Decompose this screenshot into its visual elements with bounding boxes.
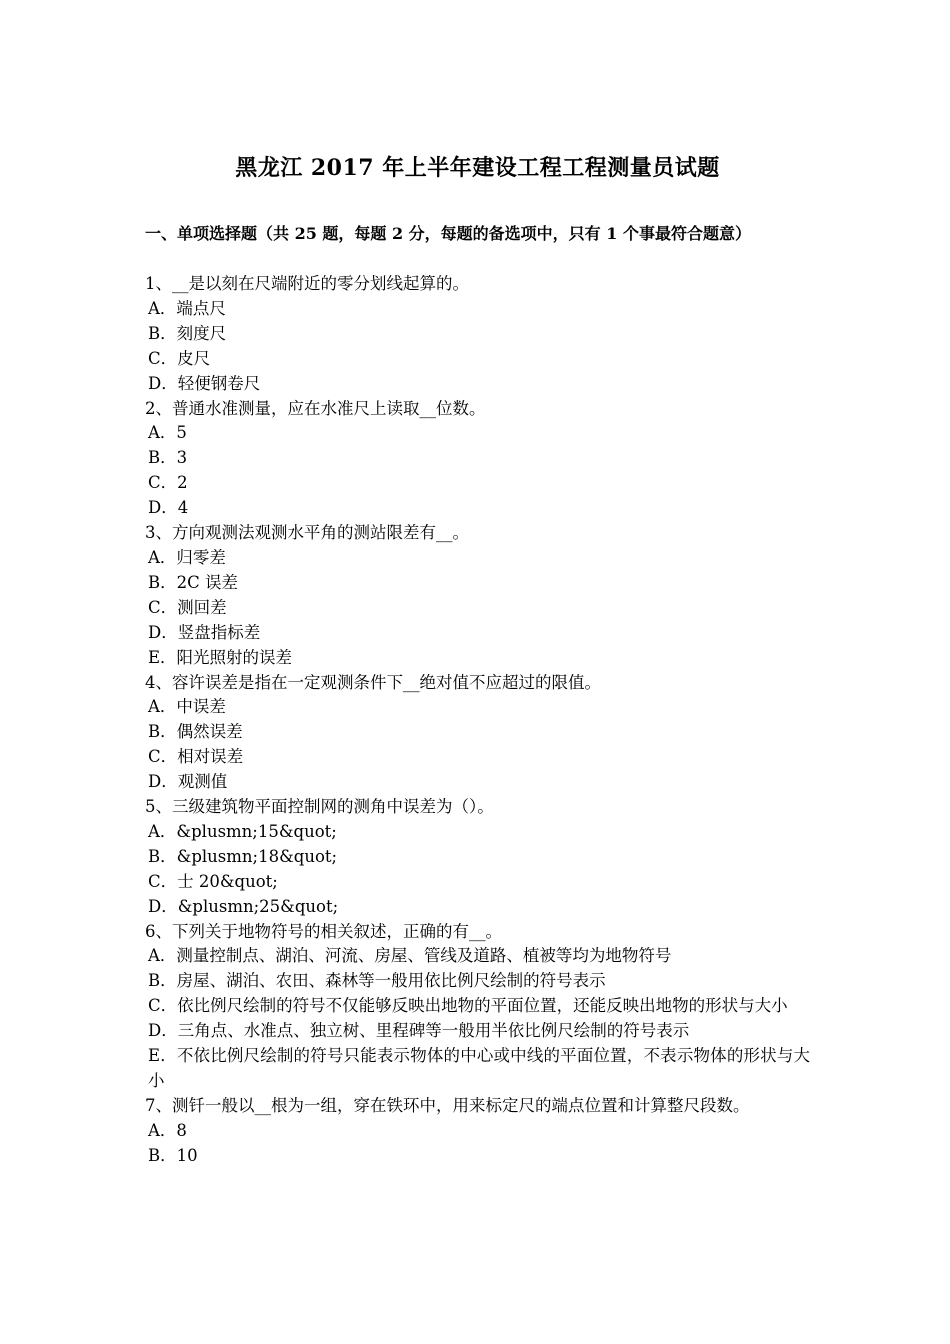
answer-option: E．阳光照射的误差 xyxy=(148,647,293,667)
answer-option: A．归零差 xyxy=(148,547,226,567)
answer-option: A．5 xyxy=(148,423,187,443)
answer-option: D．4 xyxy=(148,498,189,518)
question-stem: 6、下列关于地物符号的相关叙述，正确的有__。 xyxy=(145,921,502,941)
answer-option: D．观测值 xyxy=(148,772,228,792)
question-stem: 7、测钎一般以__根为一组，穿在铁环中，用来标定尺的端点位置和计算整尺段数。 xyxy=(145,1095,750,1115)
answer-option: C．士 20&quot; xyxy=(148,871,278,891)
answer-option: B．3 xyxy=(148,448,188,468)
answer-option: C．2 xyxy=(148,473,188,493)
answer-option: C．依比例尺绘制的符号不仅能够反映出地物的平面位置，还能反映出地物的形状与大小 xyxy=(148,996,788,1016)
answer-option: C．相对误差 xyxy=(148,747,244,767)
question-stem: 5、三级建筑物平面控制网的测角中误差为（）。 xyxy=(145,797,494,817)
answer-option: A．中误差 xyxy=(148,697,226,717)
answer-option: D．竖盘指标差 xyxy=(148,622,261,642)
answer-option: D．&plusmn;25&quot; xyxy=(148,896,339,916)
answer-option: A．8 xyxy=(148,1120,187,1140)
answer-option: B．&plusmn;18&quot; xyxy=(148,846,338,866)
answer-option: C．测回差 xyxy=(148,597,227,617)
answer-option: D．三角点、水准点、独立树、里程碑等一般用半依比例尺绘制的符号表示 xyxy=(148,1021,690,1041)
question-stem: 2、普通水准测量，应在水准尺上读取__位数。 xyxy=(145,398,486,418)
question-stem: 1、__是以刻在尺端附近的零分划线起算的。 xyxy=(145,274,469,293)
document-title: 黑龙江 2017 年上半年建设工程工程测量员试题 xyxy=(235,155,720,181)
answer-option: B．偶然误差 xyxy=(148,722,243,742)
answer-option: A．测量控制点、湖泊、河流、房屋、管线及道路、植被等均为地物符号 xyxy=(148,946,672,966)
answer-option: E．不依比例尺绘制的符号只能表示物体的中心或中线的平面位置，不表示物体的形状与大小 xyxy=(148,1046,810,1090)
question-list xyxy=(145,272,810,1169)
answer-option: A．&plusmn;15&quot; xyxy=(148,821,337,841)
answer-option: A．端点尺 xyxy=(148,298,226,318)
answer-option: B．刻度尺 xyxy=(148,323,227,343)
answer-option: C．皮尺 xyxy=(148,348,211,368)
question-stem: 3、方向观测法观测水平角的测站限差有__。 xyxy=(145,523,469,543)
answer-option: B．2C 误差 xyxy=(148,572,238,592)
answer-option: B．10 xyxy=(148,1145,198,1165)
answer-option: B．房屋、湖泊、农田、森林等一般用依比例尺绘制的符号表示 xyxy=(148,971,606,991)
question-stem: 4、容许误差是指在一定观测条件下__绝对值不应超过的限值。 xyxy=(145,672,601,692)
answer-option: D．轻便钢卷尺 xyxy=(148,373,261,393)
section-heading: 一、单项选择题（共 25 题，每题 2 分，每题的备选项中，只有 1 个事最符合题意） xyxy=(145,224,751,243)
